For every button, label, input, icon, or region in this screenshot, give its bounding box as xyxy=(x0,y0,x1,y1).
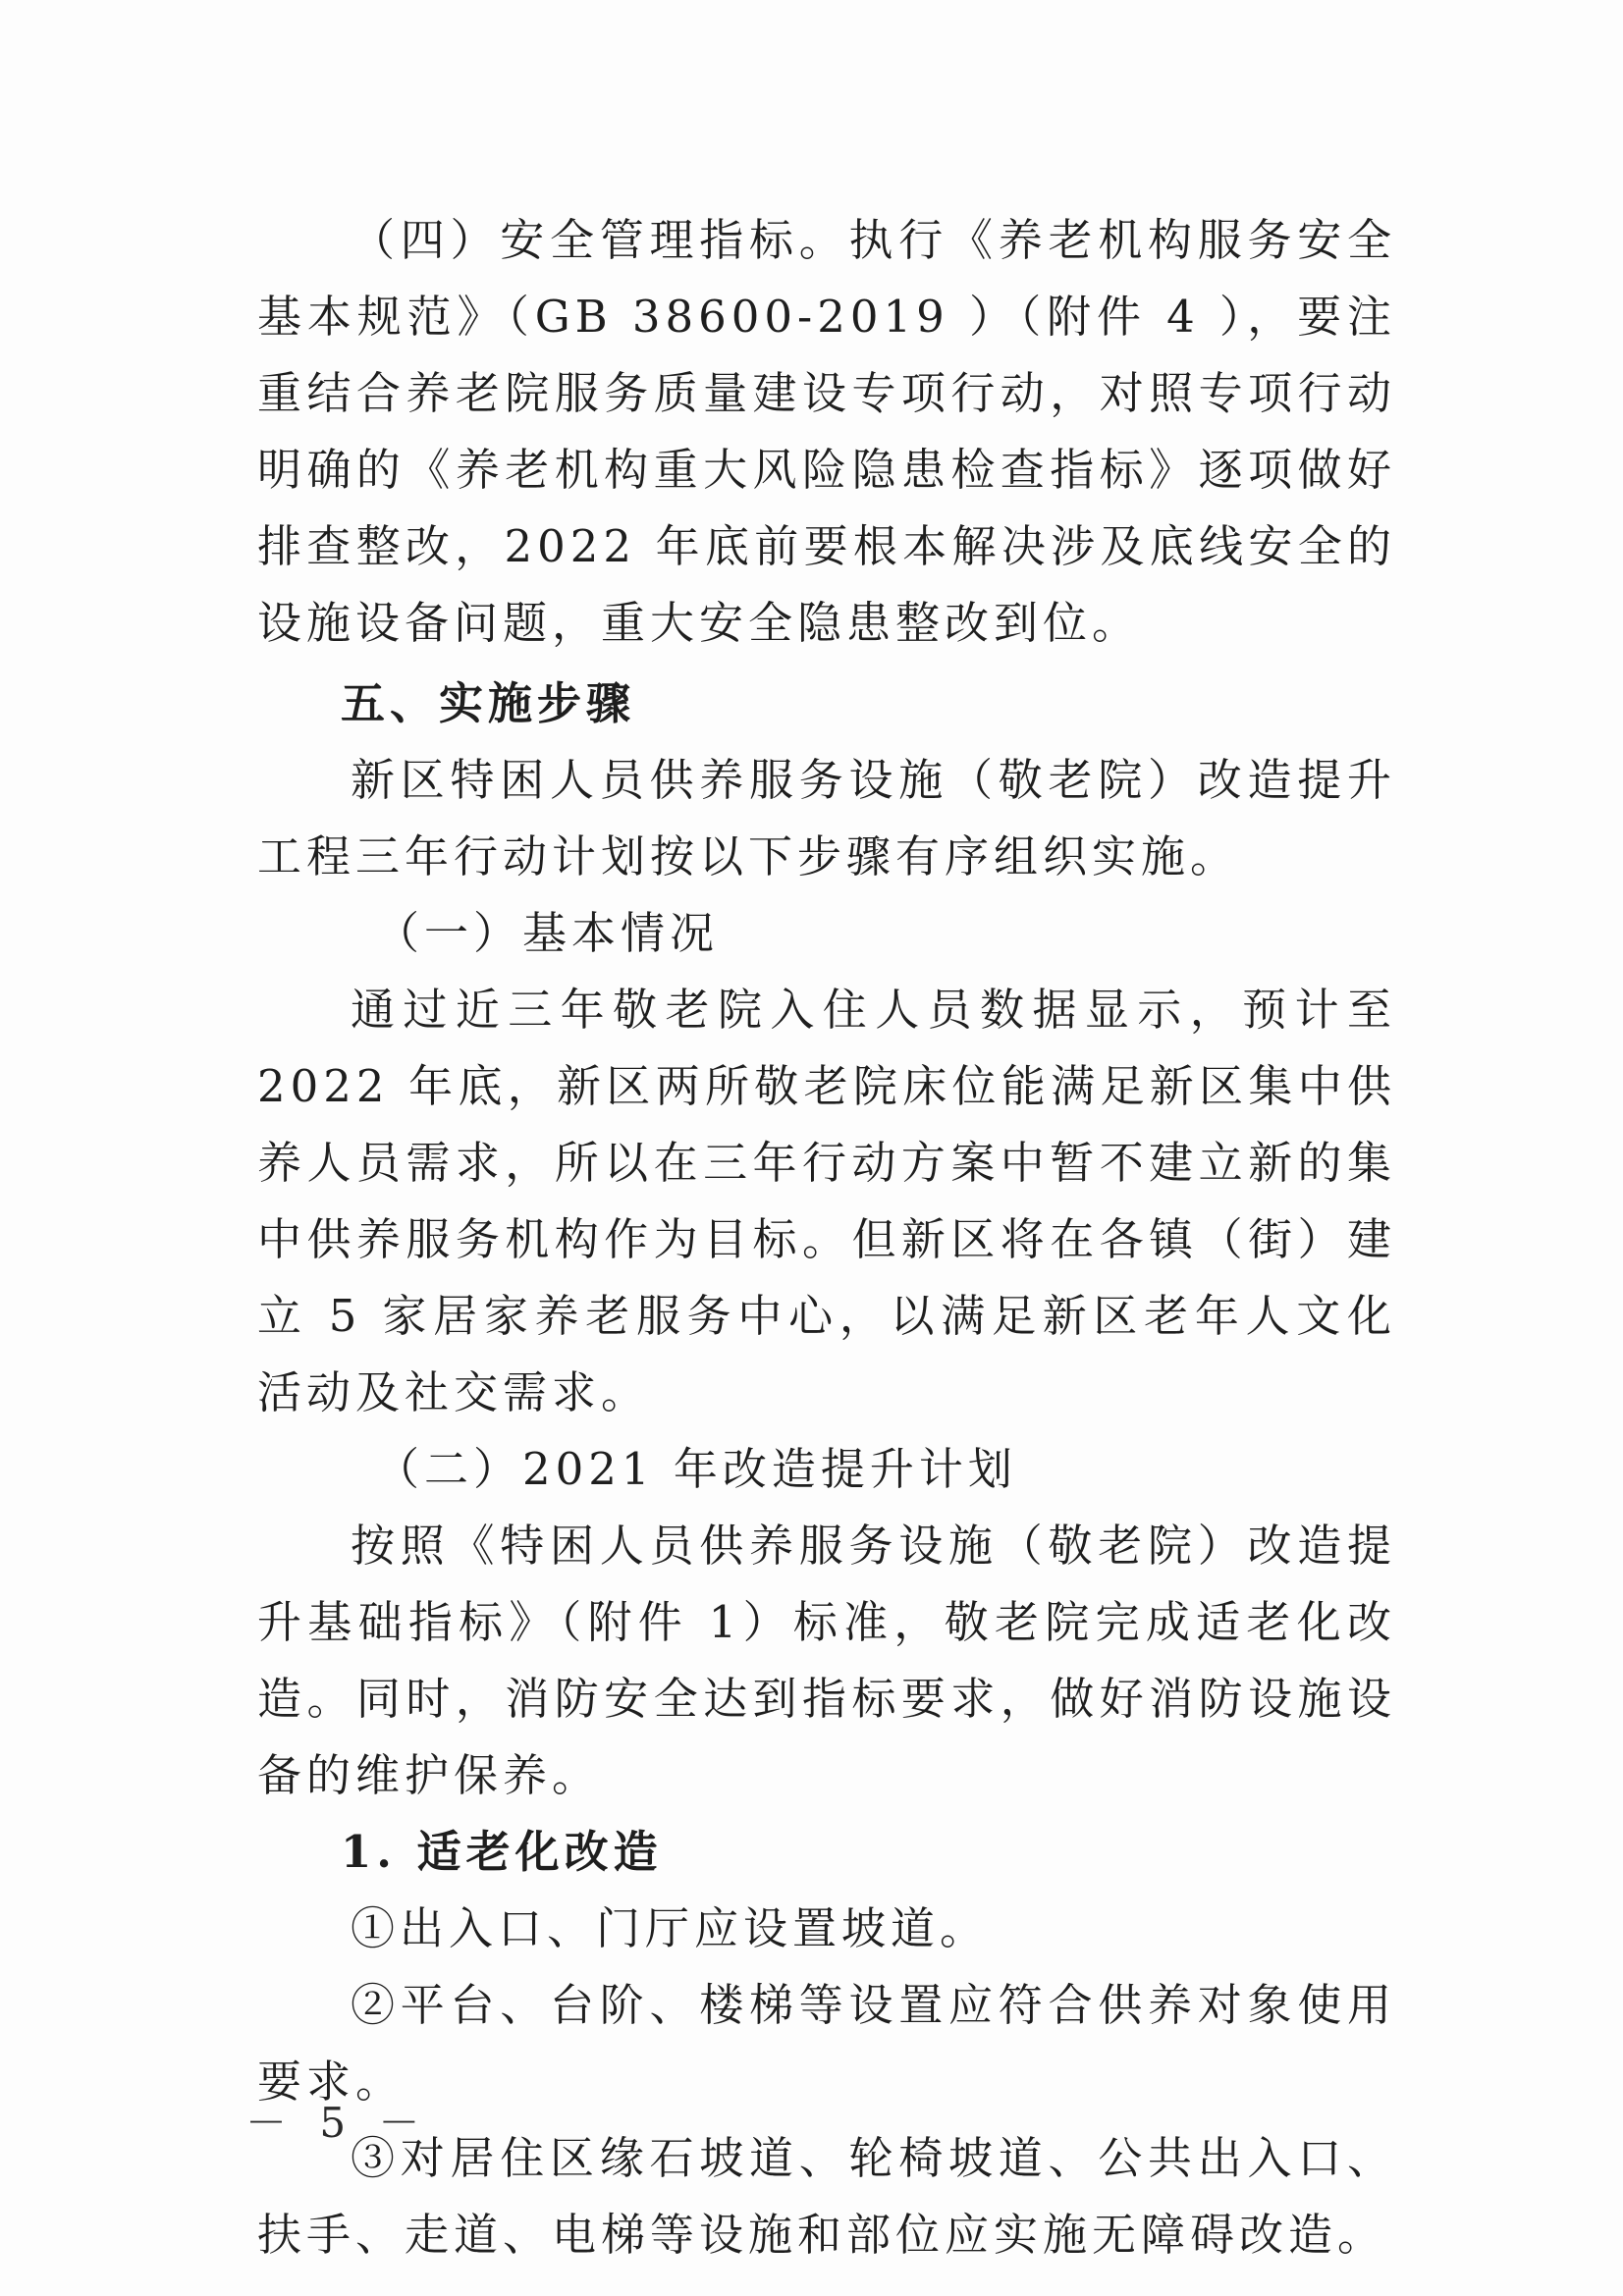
page-number: － 5 － xyxy=(245,2099,430,2147)
list-item-platform-stairs: ②平台、台阶、楼梯等设置应符合供养对象使用要求。 xyxy=(257,1979,1396,2108)
paragraph-safety-indicators: （四）安全管理指标。执行《养老机构服务安全基本规范》（GB 38600-2019 ）（附件 4 ），要注重结合养老院服务质量建设专项行动，对照专项行动明确的《养老机构重大风险隐患检查指标》逐项做好排查整改，2022 年底前要根本解决涉及底线安全的设施设备问题，重大安全隐患整改到位。 xyxy=(257,214,1396,649)
paragraph-2021-plan: 按照《特困人员供养服务设施（敬老院）改造提升基础指标》（附件 1）标准，敬老院完成适老化改造。同时，消防安全达到指标要求，做好消防设施设备的维护保养。 xyxy=(257,1520,1396,1801)
list-item-barrier-free: ③对居住区缘石坡道、轮椅坡道、公共出入口、扶手、走道、电梯等设施和部位应实施无障碍改造。 xyxy=(257,2132,1396,2261)
subheading-2021-plan: （二）2021 年改造提升计划 xyxy=(375,1443,1017,1495)
subheading-basic-situation: （一）基本情况 xyxy=(375,907,720,959)
document-body xyxy=(257,202,1396,2273)
list-item-entrance-ramp: ①出入口、门厅应设置坡道。 xyxy=(351,1902,990,1954)
paragraph-implementation-intro: 新区特困人员供养服务设施（敬老院）改造提升工程三年行动计划按以下步骤有序组织实施。 xyxy=(257,754,1396,882)
subheading-aging-renovation: 1. 适老化改造 xyxy=(341,1826,663,1878)
paragraph-basic-situation: 通过近三年敬老院入住人员数据显示，预计至 2022 年底，新区两所敬老院床位能满足新区集中供养人员需求，所以在三年行动方案中暂不建立新的集中供养服务机构作为目标。但新区将在各镇（街）建立 5 家居家养老服务中心，以满足新区老年人文化活动及社交需求。 xyxy=(257,984,1396,1418)
section-heading-implementation-steps: 五、实施步骤 xyxy=(341,677,636,729)
